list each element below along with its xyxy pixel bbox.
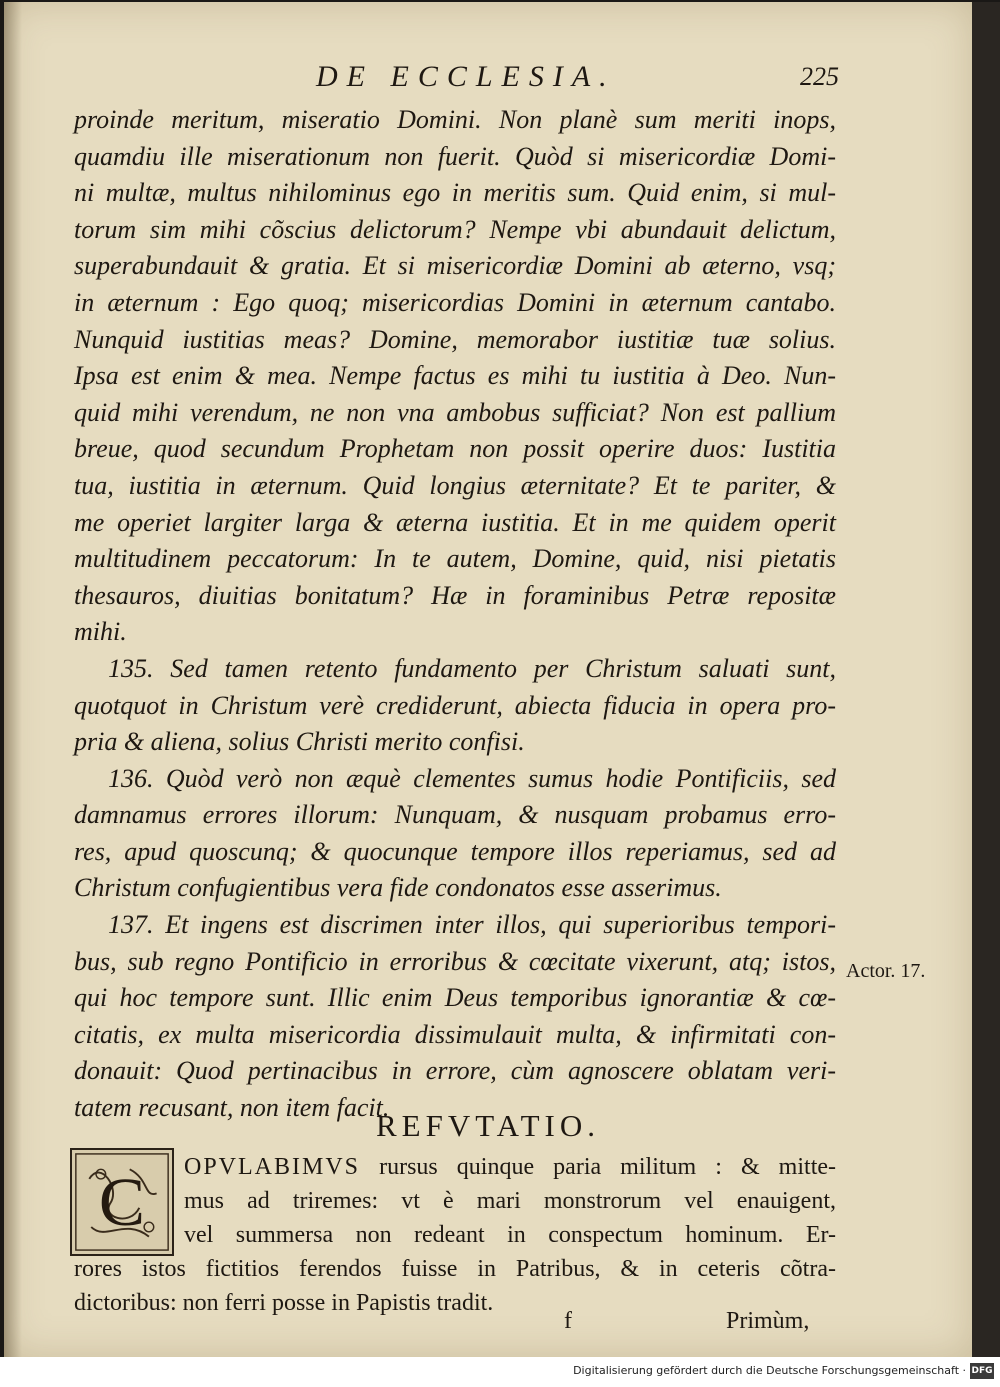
text-line: tatem recusant, non item facit. [74, 1093, 390, 1123]
refutatio-text [74, 1150, 836, 1320]
text-line: pria & aliena, solius Christi merito confisi. [74, 727, 525, 757]
catchword: Primùm, [726, 1308, 810, 1334]
text-line: multitudinem peccatorum: In te autem, Domine, quid, nisi pietatis [74, 544, 836, 574]
text-line: proinde meritum, miseratio Domini. Non planè sum meriti inops, [74, 105, 836, 134]
section-heading: REFVTATIO. [375, 1108, 601, 1143]
text-line: Ipsa est enim & mea. Nempe factus es mihi tu iustitia à Deo. Nun- [74, 361, 836, 391]
text-line-rest: rursus quinque paria militum : & mitte- [360, 1154, 836, 1180]
text-line: torum sim mihi cõscius delictorum? Nempe vbi abundauit delictum, [74, 214, 836, 244]
dfg-logo-icon: DFG [970, 1363, 994, 1379]
text-line: rores istos fictitios ferendos fuisse in Patribus, & in ceteris cõtra- [74, 1256, 836, 1282]
book-page [4, 2, 972, 1357]
marginal-note: Actor. 17. [846, 960, 926, 982]
text-line: quamdiu ille miserationum non fuerit. Quòd si misericordiæ Domi- [74, 141, 836, 171]
text-line: in æternum : Ego quoq; misericordias Domini in æternum cantabo. [74, 287, 836, 317]
text-line: quotquot in Christum verè crediderunt, abiecta fiducia in opera pro- [74, 690, 836, 720]
initial-letter: C [98, 1163, 146, 1241]
paragraph-135-start: 135. Sed tamen retento fundamento per Christum saluati sunt, [108, 653, 836, 683]
signature-mark: f [564, 1308, 572, 1334]
text-line: dictoribus: non ferri posse in Papistis tradit. [74, 1290, 494, 1316]
text-line: thesauros, diuitias bonitatum? Hæ in foraminibus Petræ repositæ [74, 580, 836, 610]
text-line: ni multæ, multus nihilominus ego in meritis sum. Quid enim, si mul- [74, 178, 836, 208]
footer-credit: Digitalisierung gefördert durch die Deutsche Forschungsgemeinschaft · [573, 1364, 966, 1377]
page-number: 225 [800, 62, 839, 91]
paragraph-137-start: 137. Et ingens est discrimen inter illos, qui superioribus tempori- [108, 910, 836, 940]
main-text [74, 102, 836, 1127]
text-line: mihi. [74, 617, 127, 647]
text-line: superabundauit & gratia. Et si misericordiæ Domini ab æterno, vsq; [74, 251, 836, 281]
text-line: bus, sub regno Pontificio in erroribus & cœcitate vixerunt, atq; istos, [74, 946, 836, 976]
paragraph-136-start: 136. Quòd verò non æquè clementes sumus hodie Pontificiis, sed [108, 763, 836, 793]
text-line: vel summersa non redeant in conspectum hominum. Er- [184, 1222, 836, 1248]
text-line: donauit: Quod pertinacibus in errore, cùm agnoscere oblatam veri- [74, 1056, 836, 1086]
scan-edge [972, 2, 1000, 1357]
text-line: mus ad triremes: vt è mari monstrorum vel enauigent, [184, 1188, 836, 1214]
text-line: res, apud quoscunq; & quocunque tempore illos reperiamus, sed ad [74, 836, 836, 866]
running-title: DE ECCLESIA. [316, 60, 616, 93]
text-line: breue, quod secundum Prophetam non possit operire duos: Iustitia [74, 434, 836, 464]
text-line: damnamus errores illorum: Nunquam, & nusquam probamus erro- [74, 800, 836, 830]
gutter-shadow [4, 2, 22, 1357]
text-line: Nunquid iustitias meas? Domine, memorabor iustitiæ tuæ solius. [74, 324, 836, 354]
text-line: citatis, ex multa misericordia dissimulauit multa, & infirmitati con- [74, 1019, 836, 1049]
opening-word: OPVLABIMVS [184, 1154, 361, 1180]
text-line [74, 1150, 836, 1184]
text-line: Christum confugientibus vera fide condonatos esse asserimus. [74, 873, 722, 903]
text-line: tua, iustitia in æternum. Quid longius æternitate? Et te pariter, & [74, 470, 836, 500]
footer-bar [0, 1357, 1000, 1387]
text-line: quid mihi verendum, ne non vna ambobus sufficiat? Non est pallium [74, 397, 836, 427]
text-line: qui hoc tempore sunt. Illic enim Deus temporibus ignorantiæ & cœ- [74, 983, 836, 1013]
text-line: me operiet largiter larga & æterna iustitia. Et in me quidem operit [74, 507, 836, 537]
